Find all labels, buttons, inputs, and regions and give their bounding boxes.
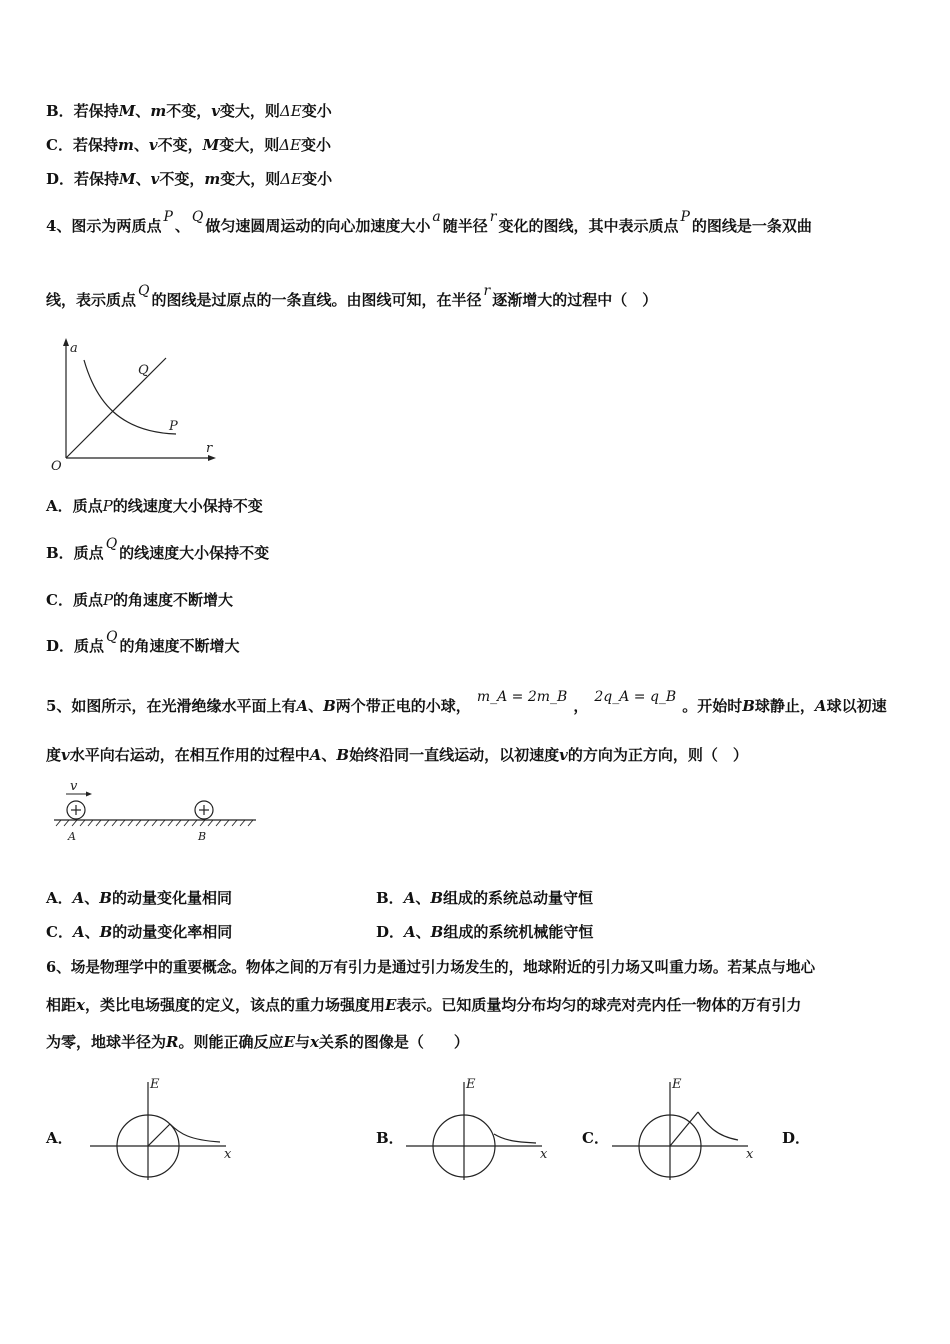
- q3-option-c: [46, 135, 331, 155]
- var: M: [119, 170, 136, 188]
- var: B: [99, 889, 112, 907]
- text: 、: [308, 697, 324, 715]
- var: B: [99, 923, 113, 941]
- var: B: [430, 889, 444, 907]
- q4-stem-line2: [46, 283, 658, 311]
- label-b: B: [198, 830, 207, 843]
- delta-e: ΔE: [279, 136, 301, 154]
- var: v: [559, 746, 568, 764]
- symbol-a: a: [432, 209, 441, 225]
- text: B．: [376, 889, 404, 907]
- outer-curve: [494, 1134, 536, 1143]
- symbol-p: P: [163, 209, 173, 225]
- text: 球静止，: [754, 697, 815, 715]
- symbol-p: P: [680, 209, 690, 225]
- axis-label-x: x: [224, 1147, 232, 1162]
- text: 的线速度大小保持不变: [119, 544, 270, 562]
- text: 始终沿同一直线运动，以初速度: [349, 746, 560, 764]
- text: 随半径: [442, 217, 488, 235]
- text: D．质点: [46, 637, 105, 655]
- text: D．若保持: [46, 170, 120, 188]
- var: m: [117, 136, 134, 154]
- q4-option-d: [46, 629, 240, 657]
- var: A: [72, 923, 85, 941]
- var: B: [430, 923, 444, 941]
- text: 、: [84, 889, 100, 907]
- var: E: [384, 996, 397, 1014]
- axis-label-e: E: [150, 1077, 160, 1092]
- q6-option-a-label: A．: [46, 1129, 73, 1147]
- var: v: [148, 136, 158, 154]
- symbol: Q: [105, 536, 118, 552]
- var: m: [150, 102, 167, 120]
- q5-diagram: [52, 778, 262, 848]
- var: v: [150, 170, 160, 188]
- q5-stem-line2: [46, 745, 748, 765]
- q3-option-d: [46, 169, 332, 189]
- text: 不变，: [157, 136, 203, 154]
- text: 变小: [301, 136, 332, 154]
- var: B: [336, 746, 350, 764]
- q4-option-a: [46, 496, 263, 516]
- axis-label-x: x: [746, 1147, 754, 1162]
- axis-label-e: E: [466, 1077, 476, 1092]
- var: A: [403, 889, 416, 907]
- inner-segment: [670, 1112, 698, 1146]
- delta-e: ΔE: [280, 170, 303, 188]
- delta-e: ΔE: [279, 102, 302, 120]
- text: 水平向右运动，在相互作用的过程中: [69, 746, 310, 764]
- axis-label-a: a: [70, 341, 78, 356]
- q6-graph-b: [402, 1074, 552, 1184]
- q6-stem-line1: [46, 958, 815, 978]
- q5-stem-line1: [46, 689, 887, 717]
- text: 不变，: [159, 170, 205, 188]
- symbol: Q: [106, 629, 118, 645]
- q6-option-c-label: C．: [582, 1129, 609, 1147]
- text: C．质点: [46, 591, 103, 609]
- var: M: [202, 136, 220, 154]
- text: 6、场是物理学中的重要概念。物体之间的万有引力是通过引力场发生的，地球附近的引力场又叫重力场。若某点与地心: [46, 959, 816, 976]
- q5-option-b: [376, 888, 593, 908]
- var: A: [72, 889, 85, 907]
- text: 、: [415, 889, 431, 907]
- y-axis-arrow: [63, 338, 69, 346]
- text: 的图线是一条双曲: [691, 217, 812, 235]
- symbol-r: r: [489, 209, 497, 225]
- label-a: A: [68, 830, 76, 843]
- text: 的角速度不断增大: [113, 591, 234, 609]
- outer-curve: [698, 1112, 738, 1140]
- text: 组成的系统总动量守恒: [443, 889, 594, 907]
- text: 变大，则: [220, 170, 281, 188]
- var: m: [204, 170, 221, 188]
- text: 的线速度大小保持不变: [112, 497, 263, 515]
- var: E: [283, 1033, 295, 1051]
- q5-option-d: [376, 922, 593, 942]
- curve-p: [84, 360, 176, 434]
- text: 的动量变化量相同: [111, 889, 232, 907]
- text: 球以初速: [826, 697, 887, 715]
- var: v: [61, 746, 70, 764]
- var: R: [166, 1033, 179, 1051]
- text: 线，表示质点: [46, 291, 137, 309]
- text: 组成的系统机械能守恒: [443, 923, 594, 941]
- text: 的图线是过原点的一条直线。由图线可知，在半径: [151, 291, 482, 309]
- outer-curve: [170, 1124, 220, 1142]
- text: 为零，地球半径为: [46, 1033, 167, 1051]
- text: 变小: [301, 102, 332, 120]
- var: x: [76, 996, 85, 1014]
- var: A: [309, 746, 322, 764]
- inner-segment: [148, 1124, 170, 1146]
- q6-stem-line2: [46, 995, 801, 1015]
- q6-graph-a: [86, 1074, 236, 1184]
- symbol-q: Q: [191, 209, 204, 225]
- velocity-arrow-head: [86, 792, 92, 797]
- text: 变化的图线，其中表示质点: [498, 217, 679, 235]
- text: 4、图示为两质点: [46, 217, 162, 235]
- text: 、: [84, 923, 100, 941]
- var: A: [814, 697, 827, 715]
- q6-stem-line3: [46, 1032, 469, 1052]
- symbol-r: r: [483, 283, 491, 299]
- text: 。则能正确反应: [178, 1033, 284, 1051]
- text: B．质点: [46, 544, 104, 562]
- q3-option-b: [46, 101, 332, 121]
- var: B: [323, 697, 336, 715]
- axis-label-e: E: [672, 1077, 682, 1092]
- q4-stem-line1: [46, 209, 812, 237]
- text: 关系的图像是（ ）: [318, 1033, 469, 1051]
- text: B．若保持: [46, 102, 119, 120]
- var: v: [211, 102, 220, 120]
- text: C．: [46, 923, 73, 941]
- q4-option-b: [46, 536, 270, 564]
- ground-hatching: [56, 820, 253, 826]
- text: ，: [573, 697, 589, 715]
- text: 5、如图所示，在光滑绝缘水平面上有: [46, 697, 297, 715]
- label-p: P: [169, 419, 178, 434]
- text: 的方向为正方向，则（ ）: [567, 746, 748, 764]
- text: 变小: [302, 170, 333, 188]
- velocity-label: v: [70, 779, 78, 794]
- text: 、: [135, 102, 151, 120]
- symbol: P: [102, 497, 113, 515]
- q5-option-c: [46, 922, 232, 942]
- q4-graph: [48, 336, 228, 476]
- text: 变大，则: [219, 102, 280, 120]
- text: 相距: [46, 996, 77, 1014]
- text: 。开始时: [682, 697, 743, 715]
- text: 、: [135, 170, 151, 188]
- text: D．: [376, 923, 405, 941]
- q6-option-d-label: D．: [782, 1129, 811, 1147]
- text: 与: [294, 1033, 310, 1051]
- text: 逐渐增大的过程中（ ）: [492, 291, 658, 309]
- axis-label-x: x: [540, 1147, 548, 1162]
- symbol: P: [102, 591, 114, 609]
- var: M: [118, 102, 136, 120]
- axis-label-r: r: [206, 441, 213, 456]
- symbol-q: Q: [138, 283, 150, 299]
- var: x: [309, 1033, 319, 1051]
- text: A．质点: [46, 497, 103, 515]
- q6-graph-c: [608, 1074, 758, 1184]
- label-q: Q: [138, 363, 149, 378]
- text: C．若保持: [46, 136, 118, 154]
- text: A．: [46, 889, 73, 907]
- text: 、: [321, 746, 337, 764]
- origin-label: O: [51, 459, 62, 474]
- text: 不变，: [166, 102, 212, 120]
- equation-mass: m_A = 2m_B: [476, 689, 568, 705]
- text: 、: [133, 136, 149, 154]
- q5-option-a: [46, 888, 232, 908]
- q6-option-b-label: B．: [376, 1129, 404, 1147]
- text: ，类比电场强度的定义，该点的重力场强度用: [84, 996, 385, 1014]
- text: 的角速度不断增大: [119, 637, 240, 655]
- var: B: [742, 697, 755, 715]
- var: A: [404, 923, 416, 941]
- text: 变大，则: [219, 136, 280, 154]
- line-q: [66, 358, 166, 458]
- text: 的动量变化率相同: [112, 923, 233, 941]
- equation-charge: 2q_A = q_B: [594, 689, 677, 705]
- text: 度: [46, 746, 62, 764]
- text: 、: [174, 217, 190, 235]
- q4-option-c: [46, 590, 233, 610]
- text: 、: [415, 923, 431, 941]
- text: 两个带正电的小球，: [335, 697, 471, 715]
- text: 做匀速圆周运动的向心加速度大小: [205, 217, 431, 235]
- text: 表示。已知质量均分布均匀的球壳对壳内任一物体的万有引力: [396, 996, 802, 1014]
- var: A: [296, 697, 309, 715]
